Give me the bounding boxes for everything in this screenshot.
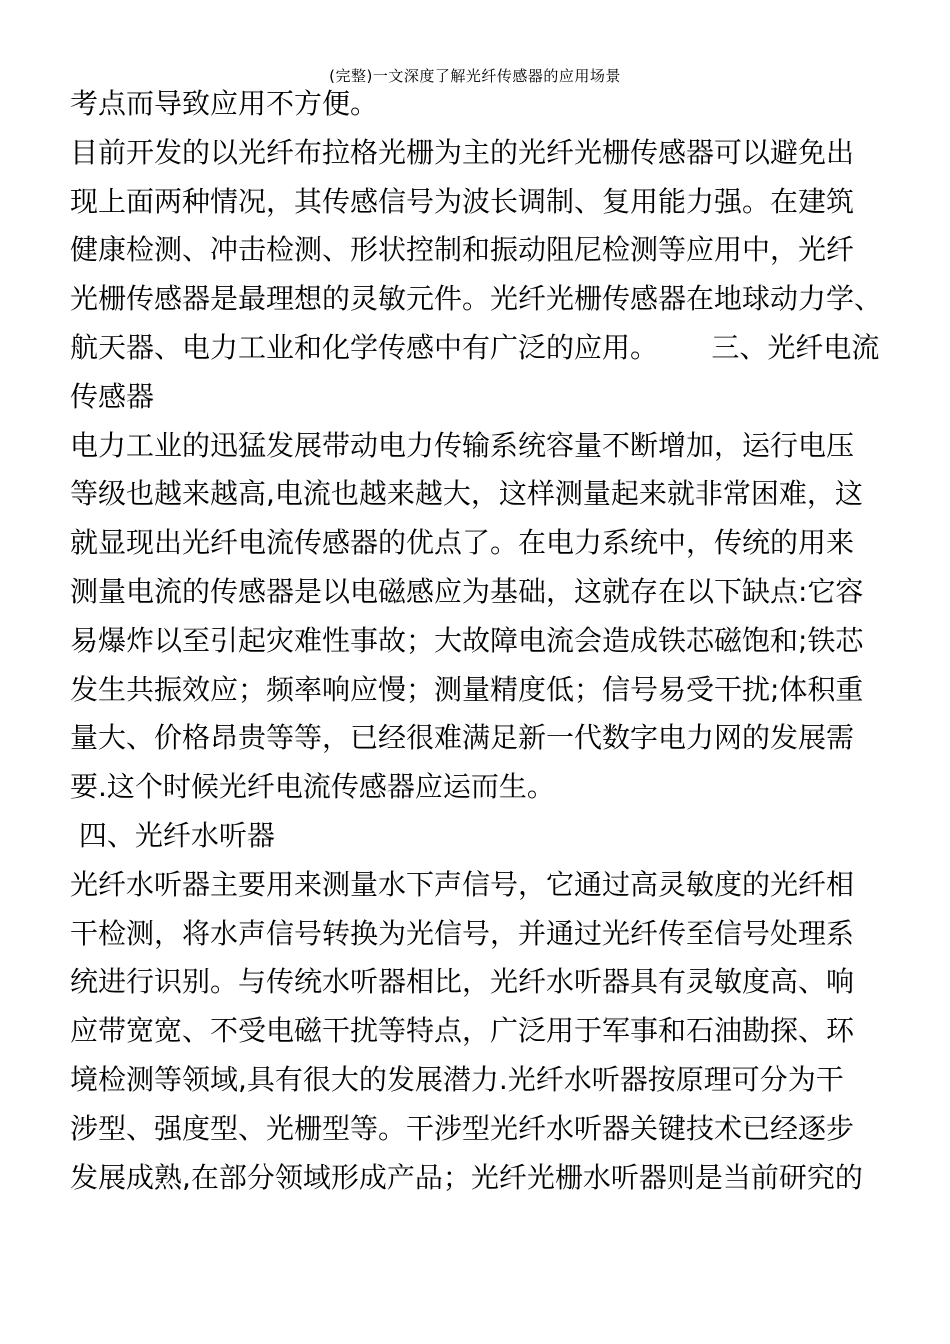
- text-line: 目前开发的以光纤布拉格光栅为主的光纤光栅传感器可以避免出: [70, 135, 855, 169]
- section-heading: 四、光纤水听器: [70, 818, 275, 852]
- text-line: 要.这个时候光纤电流传感器应运而生。: [70, 770, 555, 804]
- text-line: 境检测等领域,具有很大的发展潜力.光纤水听器按原理可分为干: [70, 1062, 844, 1096]
- running-header: (完整)一文深度了解光纤传感器的应用场景: [329, 67, 621, 85]
- text-line: 发展成熟,在部分领域形成产品；光纤光栅水听器则是当前研究的: [70, 1160, 863, 1194]
- text-line: 干检测，将水声信号转换为光信号，并通过光纤传至信号处理系: [70, 916, 855, 950]
- text-line: 涉型、强度型、光栅型等。干涉型光纤水听器关键技术已经逐步: [70, 1111, 855, 1145]
- text-line: 考点而导致应用不方便。: [70, 87, 379, 120]
- text-line: 量大、价格昂贵等等，已经很难满足新一代数字电力网的发展需: [70, 721, 855, 755]
- text-line: 易爆炸以至引起灾难性事故；大故障电流会造成铁芯磁饱和;铁芯: [70, 623, 864, 657]
- text-line: 现上面两种情况，其传感信号为波长调制、复用能力强。在建筑: [70, 184, 855, 218]
- body-text: [70, 80, 885, 1202]
- text-line: 航天器、电力工业和化学传感中有广泛的应用。 三、光纤电流: [70, 330, 880, 364]
- text-line: 统进行识别。与传统水听器相比，光纤水听器具有灵敏度高、响: [70, 965, 855, 999]
- text-line: 等级也越来越高,电流也越来越大，这样测量起来就非常困难，这: [70, 477, 863, 511]
- text-line: 电力工业的迅猛发展带动电力传输系统容量不断增加，运行电压: [70, 428, 855, 462]
- text-line: 光纤水听器主要用来测量水下声信号，它通过高灵敏度的光纤相: [70, 867, 855, 901]
- text-line: 就显现出光纤电流传感器的优点了。在电力系统中，传统的用来: [70, 526, 855, 560]
- text-line: 应带宽宽、不受电磁干扰等特点，广泛用于军事和石油勘探、环: [70, 1014, 855, 1048]
- text-line: 测量电流的传感器是以电磁感应为基础，这就存在以下缺点:它容: [70, 574, 864, 608]
- text-line: 发生共振效应；频率响应慢；测量精度低；信号易受干扰;体积重: [70, 672, 864, 706]
- text-line: 健康检测、冲击检测、形状控制和振动阻尼检测等应用中，光纤: [70, 233, 855, 267]
- section-heading-line: 传感器: [70, 379, 155, 413]
- text-line: 光栅传感器是最理想的灵敏元件。光纤光栅传感器在地球动力学、: [70, 282, 883, 316]
